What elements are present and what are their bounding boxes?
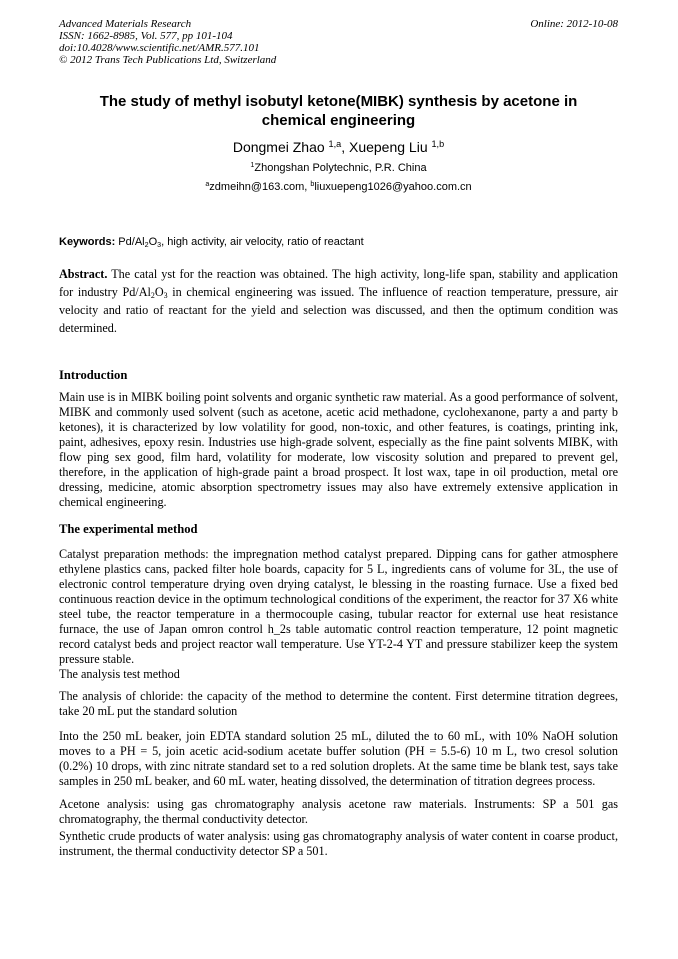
journal-header — [59, 18, 618, 66]
introduction-paragraph: Main use is in MIBK boiling point solvents and organic synthetic raw material. As a good performance of solvent, MIBK and commonly used solvent (such as acetone, acetic acid methadone, cyclohexanone, party a and party b ketones), it is characterized by low volatility for good, non-toxic, and other features, is coatings, printing ink, paint, adhesives, epoxy resin. Industries use high-grade solvent, especially as the fine paint solvents MIBK, with flow ping sex good, film hard, volatility for moderate, low viscosity solution and prepared to prevent gel, therefore, in the application of high-grade paint a broad prospect. It lost wax, tape in oil production, metal ore dressing, medicine, atomic absorption spectrometry issues may also have extremely extensive application in chemical engineering. — [59, 390, 618, 509]
acetone-analysis-paragraph: Acetone analysis: using gas chromatography analysis acetone raw materials. Instruments: SP a 501 gas chromatography, the thermal conductivity detector. — [59, 797, 618, 826]
abstract-label: Abstract. — [59, 267, 108, 281]
keywords-line — [59, 236, 618, 248]
chloride-analysis-paragraph: The analysis of chloride: the capacity of the method to determine the content. First determine titration degrees, take 20 mL put the standard solution — [59, 689, 618, 718]
abstract-paragraph — [59, 265, 618, 337]
journal-header-left — [59, 18, 276, 66]
keywords-label: Keywords: — [59, 236, 116, 248]
online-date: Online: 2012-10-08 — [530, 18, 618, 30]
analysis-test-method-line: The analysis test method — [59, 667, 180, 681]
abstract-text: The catal yst for the reaction was obtained. The high activity, long-life span, stability and application for industry $Pd/Al_2O_3$ in chemical engineering was issued. The influence of reaction temperature, pressure, air velocity and ratio of reactant for the yield and selection was discussed, and then the optimum condition was determined. — [59, 267, 618, 335]
section-heading-introduction: Introduction — [59, 368, 128, 382]
authors-line: Dongmei Zhao $^{1,a}$, Xuepeng Liu $^{1,b}$ — [232, 139, 445, 155]
journal-name: Advanced Materials Research — [59, 18, 192, 30]
keywords-text: $Pd/Al_2O_3$, high activity, air velocity, ratio of reactant — [115, 236, 364, 249]
affiliation-line: $^1$Zhongshan Polytechnic, P.R. China — [250, 161, 427, 174]
beaker-procedure-paragraph: Into the 250 mL beaker, join EDTA standard solution 25 mL, diluted the to 60 mL, with 10% NaOH solution moves to a PH = 5, join acetic acid-sodium acetate buffer solution (PH = 5.5-6) 10 m L, two cresol solution (0.2%) 10 drops, with zinc nitrate standard set to a red solution droplets. At the same time be blank test, says take samples in 250 mL beaker, and 60 mL water, heating dissolved, the determination of titration degrees process. — [59, 729, 618, 788]
doi-line: doi:10.4028/www.scientific.net/AMR.577.101 — [59, 42, 260, 54]
section-heading-experimental-method: The experimental method — [59, 522, 198, 536]
water-analysis-paragraph: Synthetic crude products of water analysis: using gas chromatography analysis of water content in coarse product, instrument, the thermal conductivity detector SP a 501. — [59, 829, 618, 858]
paper-title: The study of methyl isobutyl ketone(MIBK) synthesis by acetone in chemical engineering — [99, 93, 578, 129]
issn-line: ISSN: 1662-8985, Vol. 577, pp 101-104 — [59, 30, 233, 42]
copyright-line: © 2012 Trans Tech Publications Ltd, Switzerland — [59, 54, 277, 66]
author-emails: $^a$zdmeihn@163.com, $^b$liuxuepeng1026@yahoo.com.cn — [205, 180, 472, 193]
catalyst-preparation-paragraph: Catalyst preparation methods: the impregnation method catalyst prepared. Dipping cans for gather atmosphere ethylene plastics cans, packed filter hole boards, capacity for 5 L, ingredients cans of volume for 3L, the use of electronic control temperature drying oven drying catalyst, le blessing in the roasting furnace. Use a fixed bed continuous reaction device in the optimum technological conditions of the experiment, the reactor for 37 X6 white steel tube, the reactor temperature in a thermocouple casing, tubular reactor for external use heat resistance furnace, the use of Japan omron control h_2s table automatic control reaction temperature, 12 point magnetic record catalyst beds and project reactor wall temperature. Use YT-2-4 YT and pressure stabilizer keep the system pressure stable. — [59, 547, 618, 666]
